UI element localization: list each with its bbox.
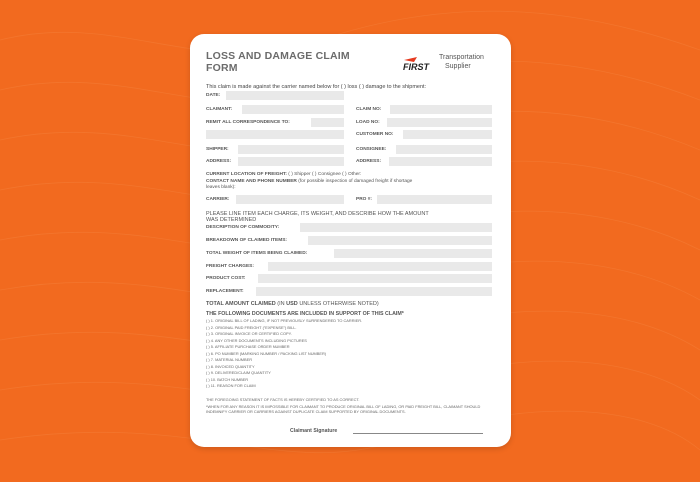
shipper-label: SHIPPER: [206,147,229,152]
carrier-field[interactable] [236,195,344,204]
shipper-address-field[interactable] [238,157,344,166]
date-label: DATE: [206,93,221,98]
consignee-field[interactable] [396,145,492,154]
claim-form-card [190,34,511,447]
pro-label: PRO #: [356,197,372,202]
total-usd: USD [286,301,298,307]
remit-field-line-2[interactable] [206,130,344,139]
claim-no-label: CLAIM NO: [356,107,382,112]
contact-label: CONTACT NAME AND PHONE NUMBER [206,179,297,184]
document-item[interactable]: ( ) 1. ORIGINAL BILL OF LADING, IF NOT PREVIOUSLY SURRENDERED TO CARRIER. [206,318,363,323]
instruction-line-2: WAS DETERMINED [206,217,257,223]
customer-no-label: CUSTOMER NO: [356,132,394,137]
remit-label: REMIT ALL CORRESPONDENCE TO: [206,120,290,125]
first-logo-icon [403,56,437,72]
document-item[interactable]: ( ) 9. DELIVERED/CLAIM QUANTITY [206,370,271,375]
description-field[interactable] [300,223,492,232]
freight-charges-field[interactable] [268,262,492,271]
document-item[interactable]: ( ) 11. REASON FOR CLAIM [206,383,256,388]
signature-line[interactable] [353,433,483,434]
document-item[interactable]: ( ) 10. BATCH NUMBER [206,376,249,382]
product-cost-label: PRODUCT COST: [206,276,246,281]
total-rest: UNLESS OTHERWISE NOTED) [299,301,379,307]
claimant-label: CLAIMANT: [206,107,233,112]
customer-no-field[interactable] [403,130,492,139]
total-amount-claimed [206,301,379,307]
current-location-line [206,172,361,178]
total-in: (IN [277,301,285,307]
total-weight-label: TOTAL WEIGHT OF ITEMS BEING CLAIMED: [206,251,308,256]
description-label: DESCRIPTION OF COMMODITY: [206,225,280,230]
document-item[interactable]: ( ) 3. ORIGINAL INVOICE OR CERTIFIED COPY. [206,331,292,336]
pro-field[interactable] [377,195,492,204]
logo-line-2: Supplier [445,63,471,70]
logo-mark-text: FIRST [403,62,429,72]
load-no-field[interactable] [387,118,492,127]
document-item[interactable]: ( ) 5. AFFILIATE PURCHASE ORDER NUMBER [206,344,290,349]
shipper-address-label: ADDRESS: [206,159,232,164]
logo-line-1: Transportation [439,54,484,61]
remit-field[interactable] [311,118,344,127]
instruction-line-1: PLEASE LINE ITEM EACH CHARGE, ITS WEIGHT, AND DESCRIBE HOW THE AMOUNT [206,211,429,217]
document-item[interactable]: ( ) 2. ORIGINAL PAID FREIGHT ("EXPENSE") BILL. [206,324,297,330]
consignee-address-label: ADDRESS: [356,159,382,164]
document-item[interactable]: ( ) 7. MATERIAL NUMBER [206,357,253,362]
logo-text [439,53,484,71]
contact-line [206,179,412,185]
total-weight-field[interactable] [334,249,492,258]
replacement-label: REPLACEMENT: [206,289,244,294]
product-cost-field[interactable] [258,274,492,283]
freight-charges-label: FREIGHT CHARGES: [206,264,254,269]
current-location-options: ( ) Shipper ( ) Consignee ( ) Other: [288,172,362,177]
document-item[interactable]: ( ) 8. INVOICED QUANTITY [206,363,255,369]
document-item[interactable]: ( ) 6. PO NUMBER (MARKING NUMBER / PACKING LIST NUMBER) [206,350,327,356]
documents-list [206,318,362,390]
shipper-field[interactable] [238,145,344,154]
documents-title: THE FOLLOWING DOCUMENTS ARE INCLUDED IN SUPPORT OF THIS CLAIM* [206,311,404,317]
claimant-signature-label: Claimant Signature [290,428,338,434]
claim-no-field[interactable] [390,105,492,114]
breakdown-field[interactable] [308,236,492,245]
contact-note-2: leaves blank): [206,185,236,190]
current-location-label: CURRENT LOCATION OF FREIGHT: [206,172,287,177]
contact-note: (for possible inspection of damaged freight if shortage [298,179,413,184]
breakdown-label: BREAKDOWN OF CLAIMED ITEMS: [206,238,288,243]
total-label: TOTAL AMOUNT CLAIMED [206,301,276,307]
load-no-label: LOAD NO: [356,120,380,125]
date-field[interactable] [226,91,344,100]
intro-text: This claim is made against the carrier named below for ( ) loss ( ) damage to the shipment: [206,84,427,90]
certification-text: THE FOREGOING STATEMENT OF FACTS IS HEREBY CERTIFIED TO AS CORRECT. [206,397,360,402]
indemnify-note: *WHEN FOR ANY REASON IT IS IMPOSSIBLE FOR CLAIMANT TO PRODUCE ORIGINAL BILL OF LADING, OR PAID FREIGHT BILL, CLAIMANT SHOULD INDEMNIFY CARRIER OR CARRIERS AGAINST DUPLICATE CLAIM SUPPORTED BY ORIGINAL DOCUMENTS. [206,404,481,414]
form-title: LOSS AND DAMAGE CLAIM FORM [206,50,350,74]
carrier-label: CARRIER: [206,197,230,202]
document-item[interactable]: ( ) 4. ANY OTHER DOCUMENTS INCLUDING PICTURES [206,337,307,343]
replacement-field[interactable] [256,287,492,296]
consignee-label: CONSIGNEE: [356,147,387,152]
company-logo [403,53,503,75]
consignee-address-field[interactable] [389,157,492,166]
claimant-field[interactable] [242,105,344,114]
